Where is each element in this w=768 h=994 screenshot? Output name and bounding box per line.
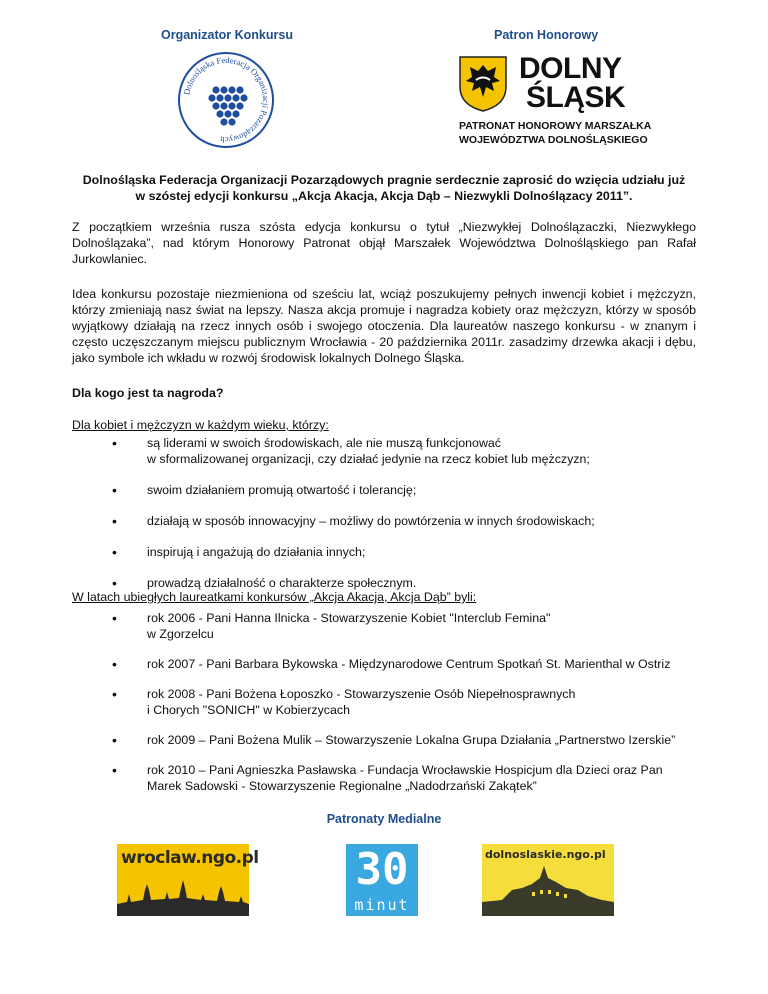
slask-text: ŚLĄSK [526, 81, 626, 114]
wroclaw-ngo-logo: wroclaw.ngo.pl [117, 844, 249, 916]
intro-line1: Dolnośląska Federacja Organizacji Pozarządowych pragnie serdecznie zaprosić do wzięcia udziału już [82, 173, 686, 187]
section-title: Dla kogo jest ta nagroda? [72, 386, 224, 400]
patronat-line2: WOJEWÓDZTWA DOLNOŚLĄSKIEGO [459, 134, 648, 146]
list-item: • rok 2009 – Pani Bożena Mulik – Stowarzyszenie Lokalna Grupa Działania „Partnerstwo Izerskie” [100, 732, 720, 748]
coat-of-arms-icon [458, 55, 508, 113]
list-item: • działają w sposób innowacyjny – możliwy do powtórzenia w innych środowiskach; [100, 513, 720, 529]
organizer-logo [176, 50, 276, 150]
dolnoslaskie-ngo-logo: dolnoslaskie.ngo.pl [482, 844, 614, 916]
media-heading: Patronaty Medialne [326, 812, 442, 826]
laureates-list [100, 610, 720, 794]
list-item: • inspirują i angażują do działania innych; [100, 544, 720, 560]
patronat-line1: PATRONAT HONOROWY MARSZAŁKA [459, 120, 652, 132]
list-item: • rok 2006 - Pani Hanna Ilnicka - Stowarzyszenie Kobiet "Interclub Femina" w Zgorzelcu [100, 610, 720, 642]
list-item: • rok 2008 - Pani Bożena Łoposzko - Stowarzyszenie Osób Niepełnosprawnych i Chorych "SONICH" w Kobierzycach [100, 686, 720, 718]
list-item: • są liderami w swoich środowiskach, ale nie muszą funkcjonować w sformalizowanej organizacji, czy działać jedynie na rzecz kobiet lub mężczyzn; [100, 435, 720, 467]
intro-line2: w szóstej edycji konkursu „Akcja Akacja, Akcja Dąb – Niezwykli Dolnoślązacy 2011”. [135, 189, 633, 203]
30-minut-logo: 30 minut [346, 844, 418, 916]
paragraph-2: Idea konkursu pozostaje niezmieniona od sześciu lat, wciąż poszukujemy pełnych inwencji kobiet i mężczyzn, którzy zmieniają nasz świat na lepszy. Nasza akcja promuje i nagradza kobiety oraz mężczyzn, którzy w sposób wyjątkowy działają na rzecz innych osób i swojego otoczenia. Dla laureatów naszego konkursu - w znanym i często uczęszczanym miejscu publicznym Wrocławia - 20 października 2011r. zasadzimy drzewka akacji i dębu, jako symbole ich wkładu w rozwój środowisk lokalnych Dolnego Śląska. [72, 287, 696, 365]
dolny-text: DOLNY [519, 52, 622, 85]
list-item: • rok 2007 - Pani Barbara Bykowska - Międzynarodowe Centrum Spotkań St. Marienthal w Ostriz [100, 656, 720, 672]
list-item: • rok 2010 – Pani Agnieszka Pasławska - Fundacja Wrocławskie Hospicjum dla Dzieci oraz Pan Marek Sadowski - Stowarzyszenie Regionalne „Nadodrzański Zakątek” [100, 762, 720, 794]
list-item: • swoim działaniem promują otwartość i tolerancję; [100, 482, 720, 498]
organizer-label: Organizator Konkursu [161, 28, 293, 42]
paragraph-1: Z początkiem września rusza szósta edycja konkursu o tytuł „Niezwykłej Dolnoślązaczki, Niezwykłego Dolnoślązaka”, nad którym Honorowy Patronat objął Marszałek Województwa Dolnośląskiego pan Rafał Jurkowlaniec. [72, 220, 696, 266]
svg-text:Dolnośląska Federacja Organiza: Dolnośląska Federacja Organizacji Pozarządowych [181, 54, 272, 146]
list-item: • prowadzą działalność o charakterze społecznym. [100, 575, 720, 591]
criteria-heading: Dla kobiet i mężczyzn w każdym wieku, którzy: [72, 418, 329, 432]
patron-label: Patron Honorowy [494, 28, 599, 42]
laureates-heading: W latach ubiegłych laureatkami konkursów „Akcja Akacja, Akcja Dąb” byli: [72, 590, 477, 604]
criteria-list [100, 435, 720, 591]
